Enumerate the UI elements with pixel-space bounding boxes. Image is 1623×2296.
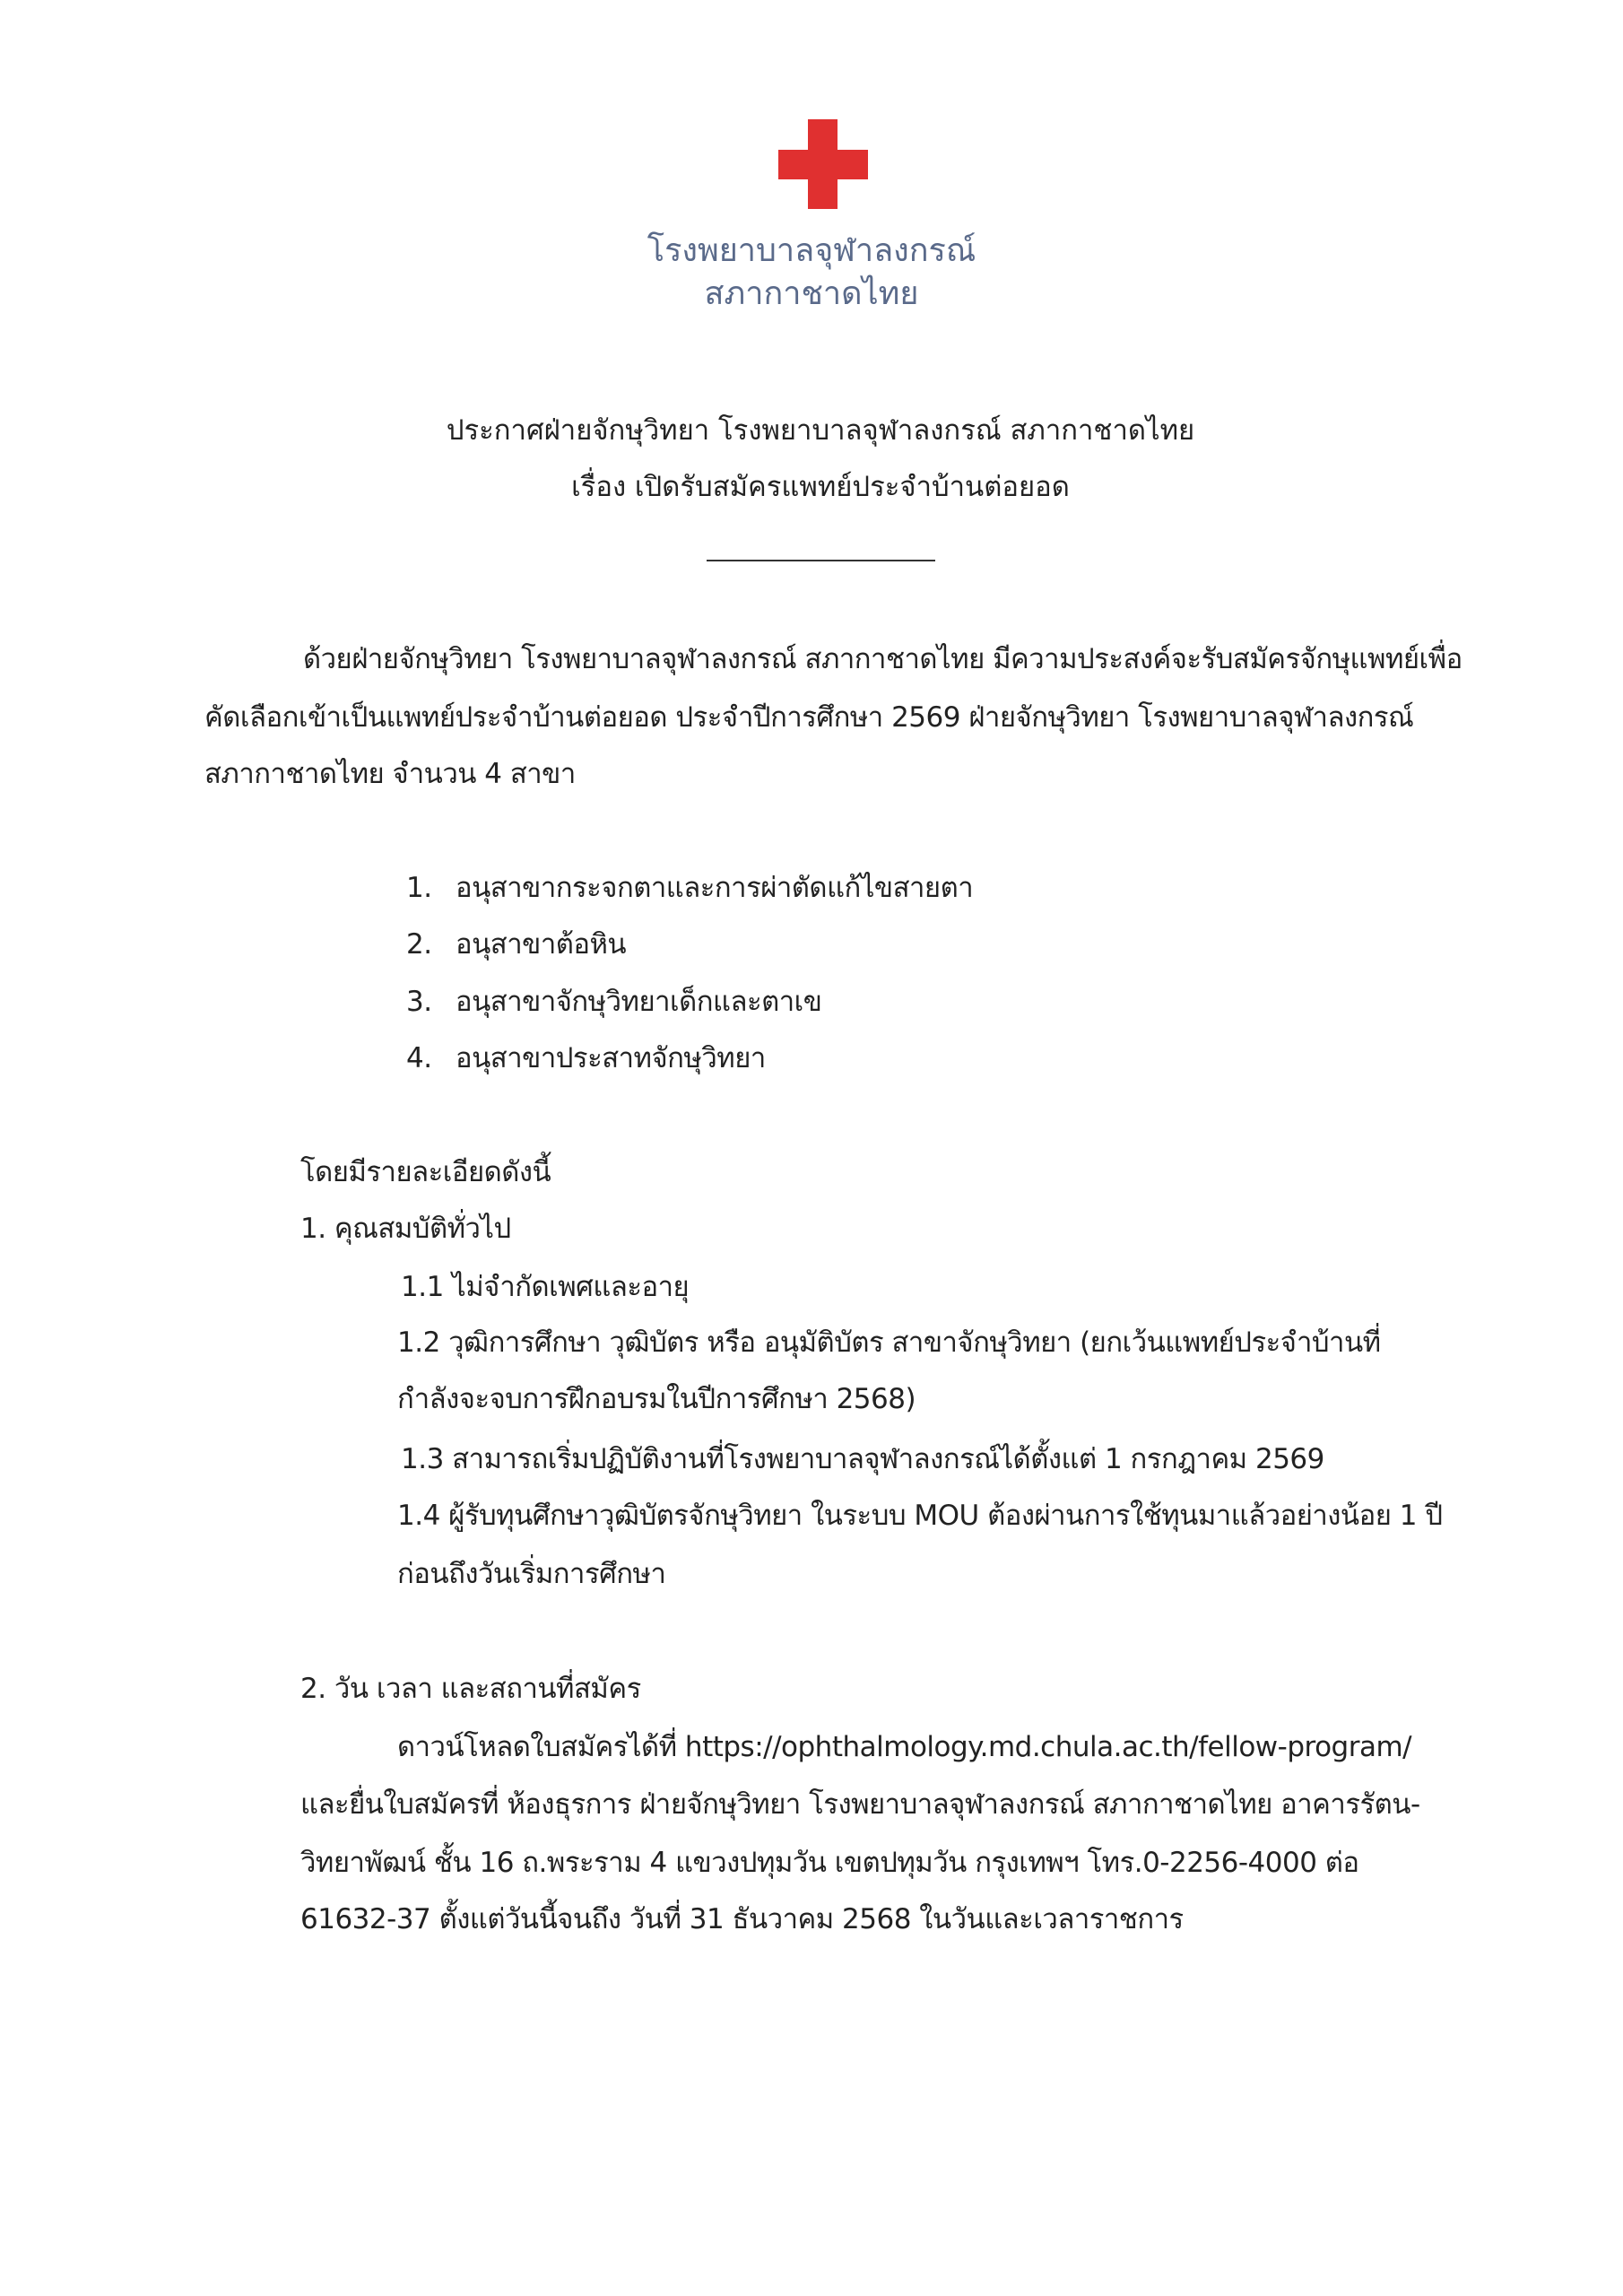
- qualification-line: 1.2 วุฒิการศึกษา วุฒิบัตร หรือ อนุมัติบัตร สาขาจักษุวิทยา (ยกเว้นแพทย์ประจำบ้านที่: [397, 1326, 1381, 1359]
- qualification-line: 1.3 สามารถเริ่มปฏิบัติงานที่โรงพยาบาลจุฬาลงกรณ์ได้ตั้งแต่ 1 กรกฎาคม 2569: [401, 1443, 1324, 1475]
- download-label: ดาวน์โหลดใบสมัครได้ที่: [397, 1731, 685, 1763]
- logo-org-name: สภากาชาดไทย: [704, 275, 919, 312]
- application-line: และยื่นใบสมัครที่ ห้องธุรการ ฝ่ายจักษุวิทยา โรงพยาบาลจุฬาลงกรณ์ สภากาชาดไทย อาคารรัตน-: [300, 1788, 1420, 1821]
- qualification-line: 1.4 ผู้รับทุนศึกษาวุฒิบัตรจักษุวิทยา ในระบบ MOU ต้องผ่านการใช้ทุนมาแล้วอย่างน้อย 1 ปี: [397, 1500, 1443, 1532]
- title-divider: [707, 560, 935, 561]
- list-item: อนุสาขากระจกตาและการผ่าตัดแก้ไขสายตา: [456, 872, 974, 904]
- list-item-number: 1.: [406, 872, 432, 904]
- logo-hospital-name: โรงพยาบาลจุฬาลงกรณ์: [647, 232, 976, 269]
- list-item-number: 2.: [406, 928, 432, 961]
- qualification-line: 1.1 ไม่จำกัดเพศและอายุ: [401, 1271, 690, 1303]
- list-item-number: 4.: [406, 1042, 432, 1074]
- section1-heading: 1. คุณสมบัติทั่วไป: [300, 1213, 511, 1245]
- intro-line: สภากาชาดไทย จำนวน 4 สาขา: [204, 758, 576, 790]
- list-item: อนุสาขาจักษุวิทยาเด็กและตาเข: [456, 986, 822, 1018]
- application-form-link[interactable]: https://ophthalmology.md.chula.ac.th/fellow-program/: [684, 1731, 1412, 1763]
- intro-line: ด้วยฝ่ายจักษุวิทยา โรงพยาบาลจุฬาลงกรณ์ สภากาชาดไทย มีความประสงค์จะรับสมัครจักษุแพทย์เพื่อ: [303, 643, 1462, 675]
- announcement-subject: เรื่อง เปิดรับสมัครแพทย์ประจำบ้านต่อยอด: [571, 471, 1070, 503]
- application-line: 61632-37 ตั้งแต่วันนี้จนถึง วันที่ 31 ธันวาคม 2568 ในวันและเวลาราชการ: [300, 1903, 1184, 1935]
- details-heading: โดยมีรายละเอียดดังนี้: [300, 1156, 551, 1188]
- section2-heading: 2. วัน เวลา และสถานที่สมัคร: [300, 1673, 641, 1705]
- list-item-number: 3.: [406, 986, 432, 1018]
- red-cross-logo: [778, 119, 868, 209]
- download-line: [397, 1729, 1411, 1765]
- list-item: อนุสาขาต้อหิน: [456, 928, 627, 961]
- red-cross-horizontal-bar: [778, 150, 868, 179]
- qualification-line: กำลังจะจบการฝึกอบรมในปีการศึกษา 2568): [397, 1383, 916, 1415]
- list-item: อนุสาขาประสาทจักษุวิทยา: [456, 1042, 766, 1074]
- announcement-title: ประกาศฝ่ายจักษุวิทยา โรงพยาบาลจุฬาลงกรณ์ สภากาชาดไทย: [446, 414, 1195, 447]
- qualification-line: ก่อนถึงวันเริ่มการศึกษา: [397, 1558, 666, 1590]
- application-line: วิทยาพัฒน์ ชั้น 16 ถ.พระราม 4 แขวงปทุมวัน เขตปทุมวัน กรุงเทพฯ โทร.0-2256-4000 ต่อ: [300, 1847, 1359, 1879]
- intro-line: คัดเลือกเข้าเป็นแพทย์ประจำบ้านต่อยอด ประจำปีการศึกษา 2569 ฝ่ายจักษุวิทยา โรงพยาบาลจุฬาลงกรณ์: [204, 701, 1414, 734]
